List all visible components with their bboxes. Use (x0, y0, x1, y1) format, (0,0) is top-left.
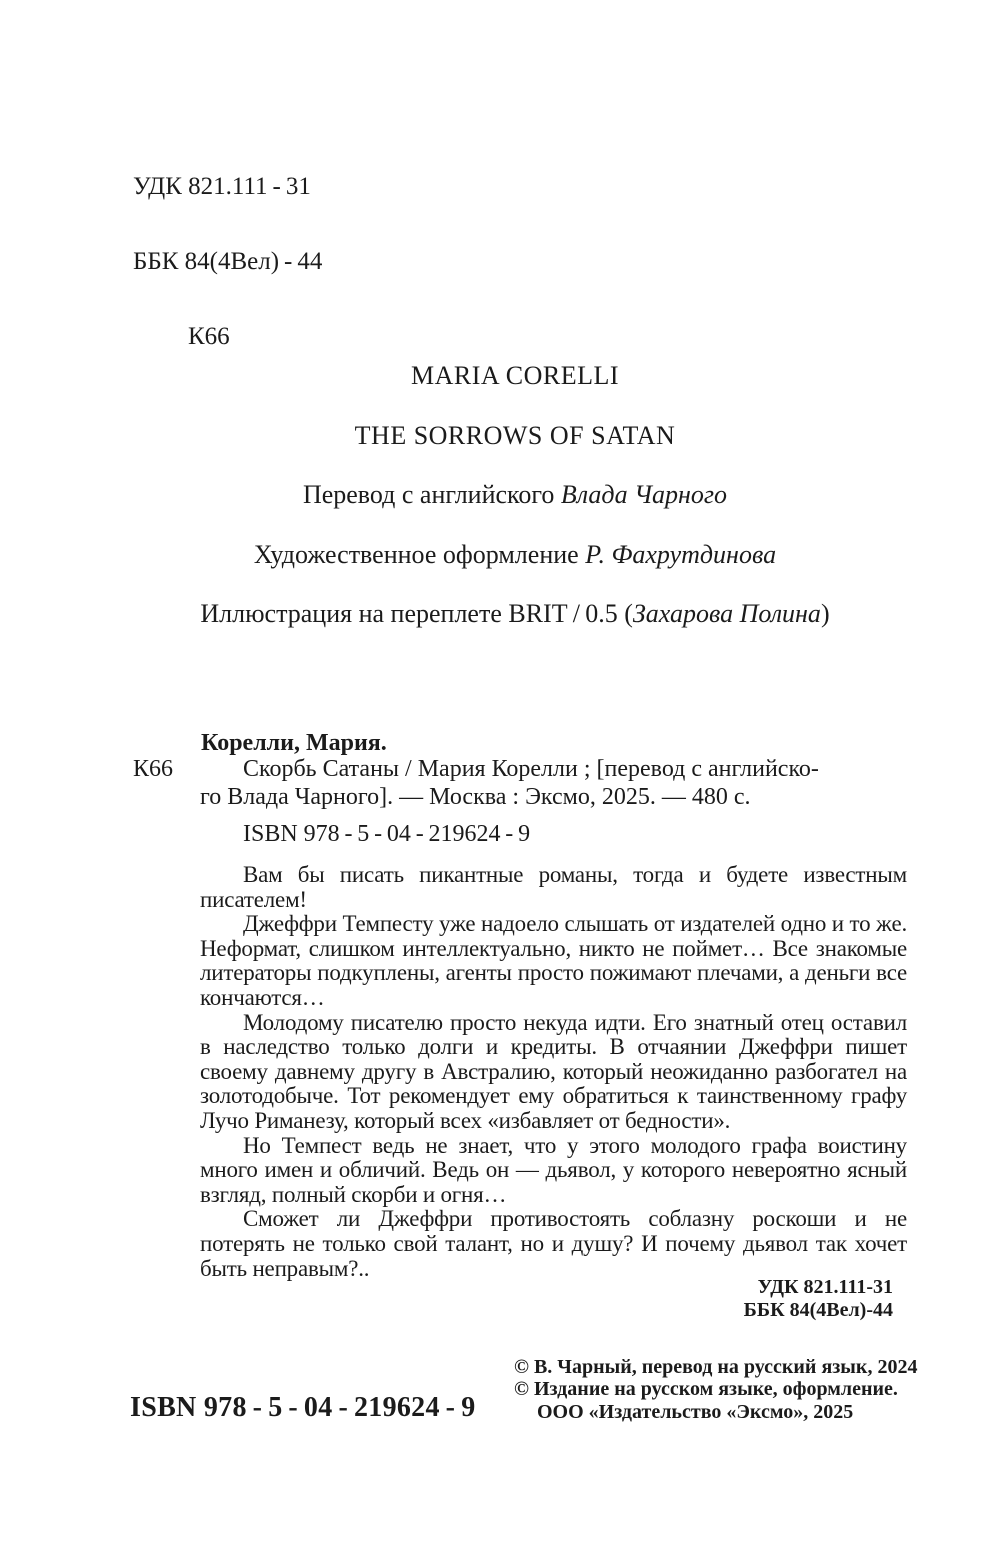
copyright-publisher: ООО «Издательство «Эксмо», 2025 (537, 1400, 854, 1423)
translation-credit-prefix: Перевод с английского (302, 480, 561, 509)
translation-credit (100, 480, 930, 510)
classification-codes-top (133, 124, 322, 399)
annotation (200, 863, 907, 1281)
bib-isbn: ISBN 978 - 5 - 04 - 219624 - 9 (243, 821, 531, 847)
author-name: MARIA CORELLI (411, 361, 619, 390)
cover-artist-name: Захарова Полина (632, 599, 821, 628)
bib-author-code: К66 (133, 756, 174, 782)
cover-credit (100, 599, 930, 629)
cover-credit-suffix: ) (820, 599, 830, 628)
footer-isbn: ISBN 978 - 5 - 04 - 219624 - 9 (130, 1392, 476, 1423)
annotation-paragraph: Молодому писателю просто некуда идти. Его знатный отец оставил в наследство только долги и кредиты. В отчаянии Джеффри пишет своему давнему другу в Австралию, который неожиданно разбогател на золотодобыче. Тот рекомендует ему обратиться к таинственному графу Лучо Риманезу, который всех «избавляет от бедности». (200, 1009, 907, 1133)
title-block (100, 361, 930, 659)
udk-code: УДК 821.111 - 31 (133, 173, 311, 200)
annotation-paragraph: Но Темпест ведь не знает, что у этого молодого графа воистину много имен и обличий. Ведь он — дьявол, у которого невероятно ясный взгляд, полный скорби и огня… (200, 1132, 907, 1207)
bib-entry-line1: Скорбь Сатаны / Мария Корелли ; [перевод с английско- (243, 756, 819, 782)
copyright-edition: © Издание на русском языке, оформление. (514, 1378, 898, 1401)
designer-name: Р. Фахрутдинова (585, 539, 777, 569)
annotation-paragraph: Вам бы писать пикантные романы, тогда и будете известным писателем! (200, 862, 907, 912)
copyright-translation: © В. Чарный, перевод на русский язык, 2024 (514, 1356, 918, 1378)
annotation-paragraph: Джеффри Темпесту уже надоело слышать от издателей одно и то же. Неформат, слишком интеллектуально, никто не поймет… Все знакомые литераторы подкуплены, агенты просто пожимают плечами, а деньги все кончаются… (200, 911, 907, 1010)
footer-bbk-code: ББК 84(4Вел)-44 (743, 1298, 893, 1321)
bib-author-heading: Корелли, Мария. (201, 730, 387, 756)
bib-entry-line2: го Влада Чарного]. — Москва : Эксмо, 2025. — 480 с. (200, 784, 751, 810)
footer-udk-code: УДК 821.111-31 (757, 1276, 893, 1298)
design-credit-prefix: Художественное оформление (253, 539, 586, 569)
cover-credit-prefix: Иллюстрация на переплете BRIT / 0.5 ( (200, 599, 633, 628)
translator-name: Влада Чарного (560, 480, 728, 509)
classification-codes-footer (744, 1276, 893, 1321)
annotation-paragraph: Сможет ли Джеффри противостоять соблазну роскоши и не потерять не только свой талант, но и душу? И почему дьявол так хочет быть неправым?.. (200, 1206, 907, 1281)
author-code: К66 (188, 323, 230, 350)
copyright-block (514, 1356, 917, 1423)
bbk-code: ББК 84(4Вел) - 44 (133, 248, 323, 275)
design-credit (100, 540, 930, 570)
book-title: THE SORROWS OF SATAN (354, 420, 676, 450)
